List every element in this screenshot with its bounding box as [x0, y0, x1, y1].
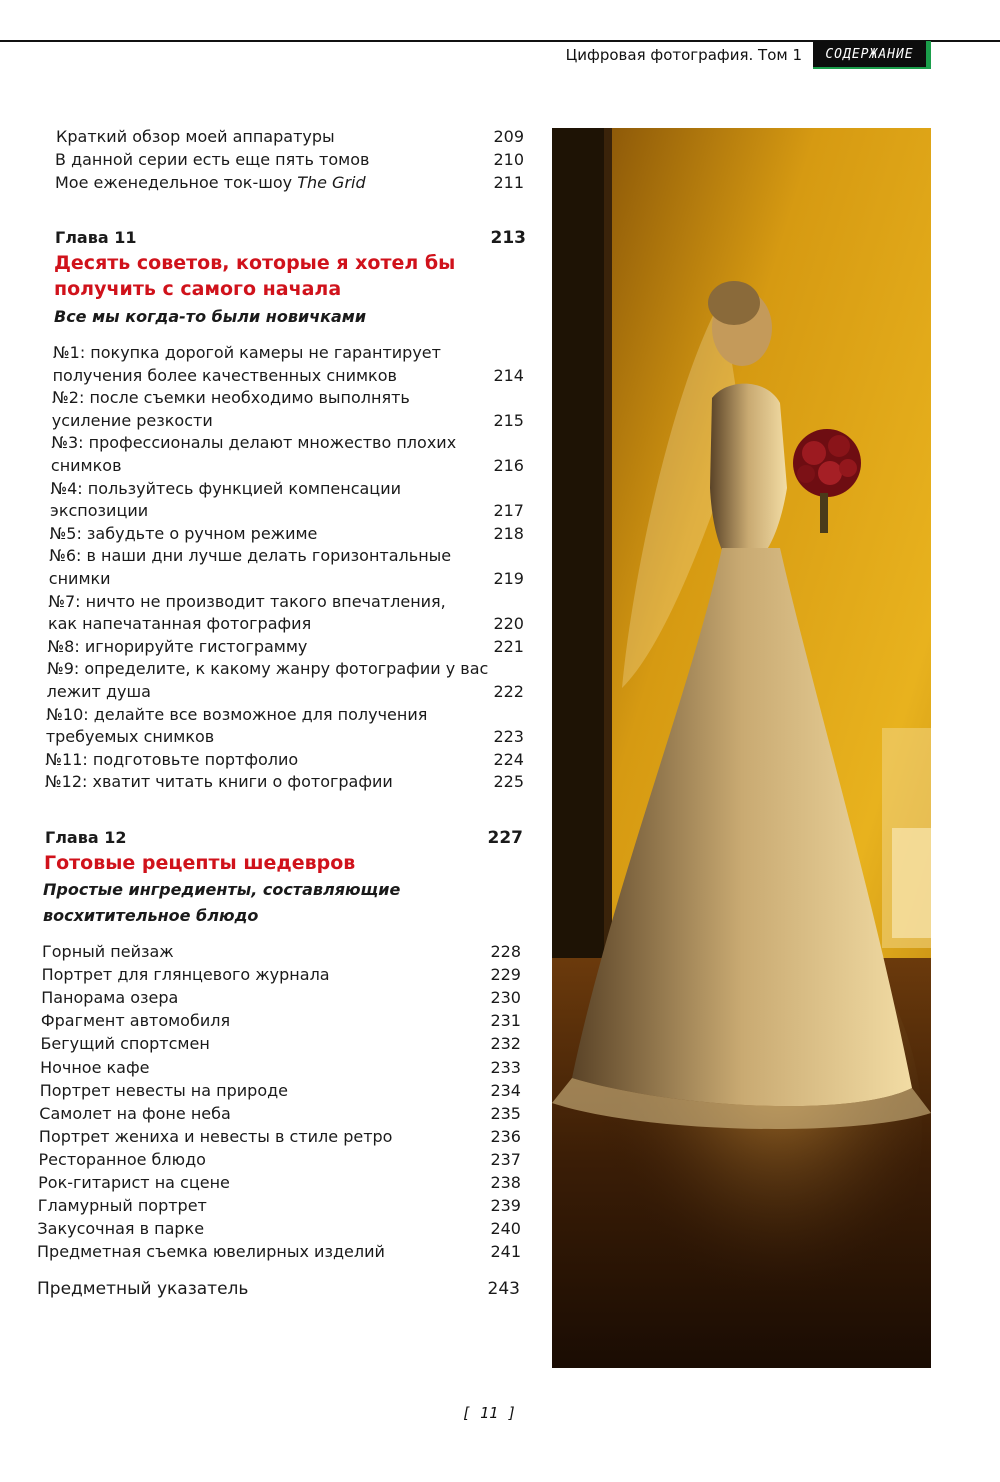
toc-entry-title: №10: делайте все возможное для получения: [46, 704, 428, 724]
toc-entry-page: 237: [490, 1149, 521, 1169]
toc-entry-page: 243: [487, 1279, 520, 1299]
toc-entry-title: лежит душа: [46, 682, 151, 701]
page-number: [ 11 ]: [462, 1404, 517, 1422]
toc-entry-title: В данной серии есть еще пять томов: [55, 150, 370, 169]
chapter-title: Готовые рецепты шедевров: [44, 852, 356, 874]
toc-entry-page: 234: [490, 1080, 521, 1100]
toc-entry-title: №9: определите, к какому жанру фотографии у вас: [47, 659, 489, 679]
toc-entry-page: 214: [493, 365, 524, 385]
toc-entry-page: 225: [493, 772, 524, 792]
toc-entry-page: 236: [490, 1126, 521, 1146]
toc-entry-page: 219: [493, 569, 524, 588]
toc-entry-page: 230: [490, 988, 521, 1008]
toc-entry-title: снимки: [48, 569, 111, 588]
chapter-page: 213: [490, 228, 526, 248]
toc-entry-title: Самолет на фоне неба: [39, 1103, 231, 1123]
toc-entry-title: Бегущий спортсмен: [40, 1034, 210, 1054]
toc-entry-title: Панорама озера: [41, 988, 179, 1008]
toc-entry-page: 224: [493, 749, 524, 769]
toc-entry-title: №12: хватит читать книги о фотографии: [45, 772, 393, 792]
toc-entry-page: 241: [490, 1242, 521, 1262]
running-head-title: Цифровая фотография. Том 1: [565, 46, 802, 64]
toc-entry-title: требуемых снимков: [45, 727, 215, 747]
chapter-label: Глава 11: [55, 228, 137, 247]
toc-entry-title: №1: покупка дорогой камеры не гарантирует: [53, 343, 441, 362]
chapter-subtitle: Все мы когда-то были новичками: [54, 307, 367, 326]
toc-entry-title: Краткий обзор моей аппаратуры: [56, 127, 335, 146]
chapter-label: Глава 12: [45, 828, 127, 847]
toc-entry-page: 220: [493, 614, 524, 634]
toc-entry-title: снимков: [50, 456, 122, 475]
toc-entry-title: Ресторанное блюдо: [38, 1149, 206, 1169]
toc-entry-page: 240: [490, 1219, 521, 1239]
toc-entry-page: 233: [490, 1057, 521, 1077]
toc-entry-title: №8: игнорируйте гистограмму: [47, 636, 308, 656]
toc-entry-title: усиление резкости: [51, 410, 213, 430]
toc-entry-page: 215: [493, 410, 524, 430]
toc-entry-title: Рок-гитарист на сцене: [38, 1173, 230, 1192]
bride-photo: [552, 128, 931, 1368]
toc-entry-page: 218: [493, 523, 524, 543]
toc-entry-title: Закусочная в парке: [37, 1219, 205, 1239]
toc-entry-page: 228: [490, 942, 521, 961]
toc-entry-title: №4: пользуйтесь функцией компенсации: [50, 478, 401, 498]
toc-entry-page: 210: [493, 150, 524, 169]
toc-entry-page: 232: [490, 1034, 521, 1054]
toc-entry-page: 217: [493, 501, 524, 521]
toc-entry-title: №6: в наши дни лучше делать горизонтальные: [49, 546, 452, 566]
toc-entry-title: экспозиции: [50, 501, 149, 521]
toc-entry-page: 216: [493, 456, 524, 475]
toc-entry-title: Фрагмент автомобиля: [40, 1011, 231, 1031]
toc-entry-title: Портрет жениха и невесты в стиле ретро: [38, 1126, 393, 1146]
chapter-subtitle: Простые ингредиенты, составляющие: [43, 880, 401, 899]
toc-entry-title: Гламурный портрет: [37, 1196, 207, 1216]
toc-entry-page: 209: [493, 127, 524, 146]
toc-entry-page: 222: [493, 682, 524, 701]
toc-entry-title: Горный пейзаж: [42, 942, 174, 961]
toc-entry-page: 211: [493, 173, 524, 192]
toc-entry-title: получения более качественных снимков: [52, 365, 397, 385]
toc-entry-page: 223: [493, 727, 524, 747]
toc-entry-page: 229: [490, 965, 521, 985]
toc-entry-page: 238: [490, 1173, 521, 1192]
toc-entry-title: №7: ничто не производит такого впечатления,: [48, 591, 446, 611]
toc-entry-title: №5: забудьте о ручном режиме: [49, 523, 318, 543]
toc-entry-title: №2: после съемки необходимо выполнять: [52, 388, 410, 408]
toc-entry-title: Портрет невесты на природе: [39, 1080, 289, 1100]
toc-entry-page: 231: [490, 1011, 521, 1031]
chapter-page: 227: [487, 828, 523, 848]
toc-entry-title: №3: профессионалы делают множество плохих: [51, 433, 457, 453]
toc-entry-title: Предметная съемка ювелирных изделий: [37, 1242, 385, 1262]
show-name: The Grid: [297, 173, 366, 192]
toc-entry-title: Ночное кафе: [40, 1057, 150, 1077]
toc-entry-page: 221: [493, 636, 524, 656]
toc-entry-title: №11: подготовьте портфолио: [45, 749, 299, 769]
toc-entry-page: 239: [490, 1196, 521, 1216]
chapter-title: получить с самого начала: [54, 278, 342, 300]
toc-entry-title: как напечатанная фотография: [47, 614, 312, 634]
toc-entry-page: 235: [490, 1103, 521, 1123]
chapter-subtitle: восхитительное блюдо: [43, 906, 259, 925]
section-badge: СОДЕРЖАНИЕ: [813, 41, 931, 69]
toc-entry-title: Портрет для глянцевого журнала: [41, 965, 330, 985]
toc-entry-title: Предметный указатель: [37, 1279, 249, 1299]
toc-entry-title: Мое еженедельное ток-шоу The Grid: [55, 173, 366, 192]
chapter-title: Десять советов, которые я хотел бы: [54, 252, 456, 274]
